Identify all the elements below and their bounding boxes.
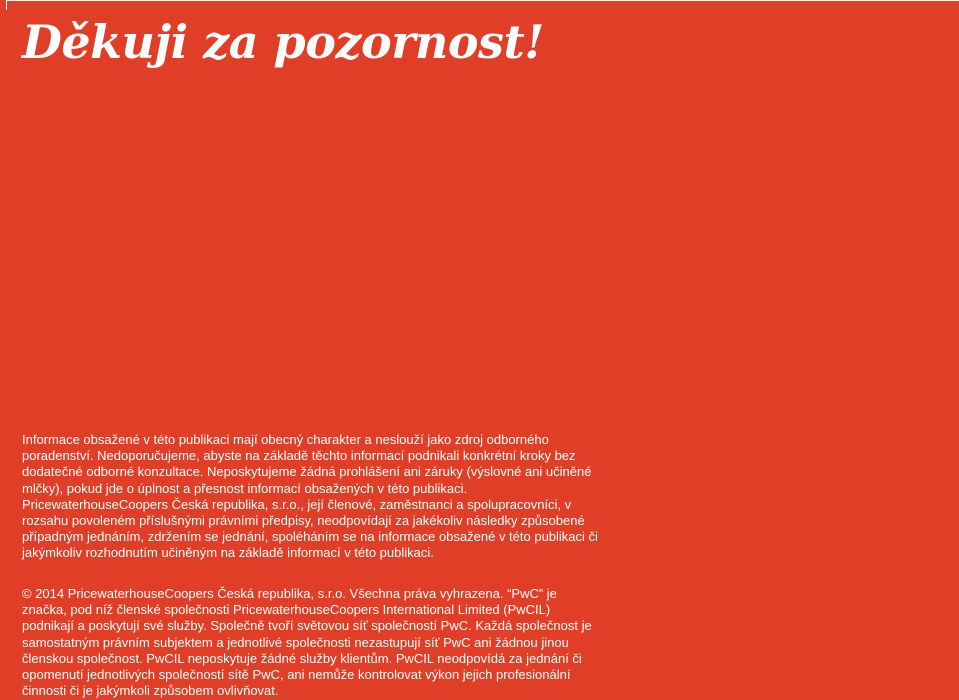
- corner-mark: [0, 0, 7, 10]
- copyright-text: © 2014 PricewaterhouseCoopers Česká republika, s.r.o. Všechna práva vyhrazena. “PwC” je značka, pod níž členské společnosti PricewaterhouseCoopers International Limited (PwCIL) podnikají a poskytují své služby. Společně tvoří světovou síť společností PwC. Každá společnost je samostatným právním subjektem a jednotlivé společnosti nezastupují síť PwC ani žádnou jinou členskou společnost. PwCIL neposkytuje žádné služby klientům. PwCIL neodpovídá za jednání či opomenutí jednotlivých společností sítě PwC, ani nemůže kontrolovat výkon jejich profesionální činnosti či je jakýmkoli způsobem ovlivňovat.: [22, 586, 592, 699]
- slide-title: Děkuji za pozornost!: [22, 15, 544, 69]
- disclaimer-text: Informace obsažené v této publikaci mají obecný charakter a neslouží jako zdroj odborného poradenství. Nedoporučujeme, abyste na základě těchto informací podnikali konkrétní kroky bez dodatečné odborné konzultace. Neposkytujeme žádná prohlášení ani záruky (výslovné ani učiněné mlčky), pokud jde o úplnost a přesnost informací obsažených v této publikaci. PricewaterhouseCoopers Česká republika, s.r.o., její členové, zaměstnanci a spolupracovníci, v rozsahu povoleném příslušnými právními předpisy, neodpovídají za jakékoliv následky způsobené případným jednáním, zdržením se jednání, spoléháním se na informace obsažené v této publikaci či jakýmkoliv rozhodnutím učiněným na základě informací v této publikaci.: [22, 432, 598, 561]
- top-border-line: [6, 0, 959, 1]
